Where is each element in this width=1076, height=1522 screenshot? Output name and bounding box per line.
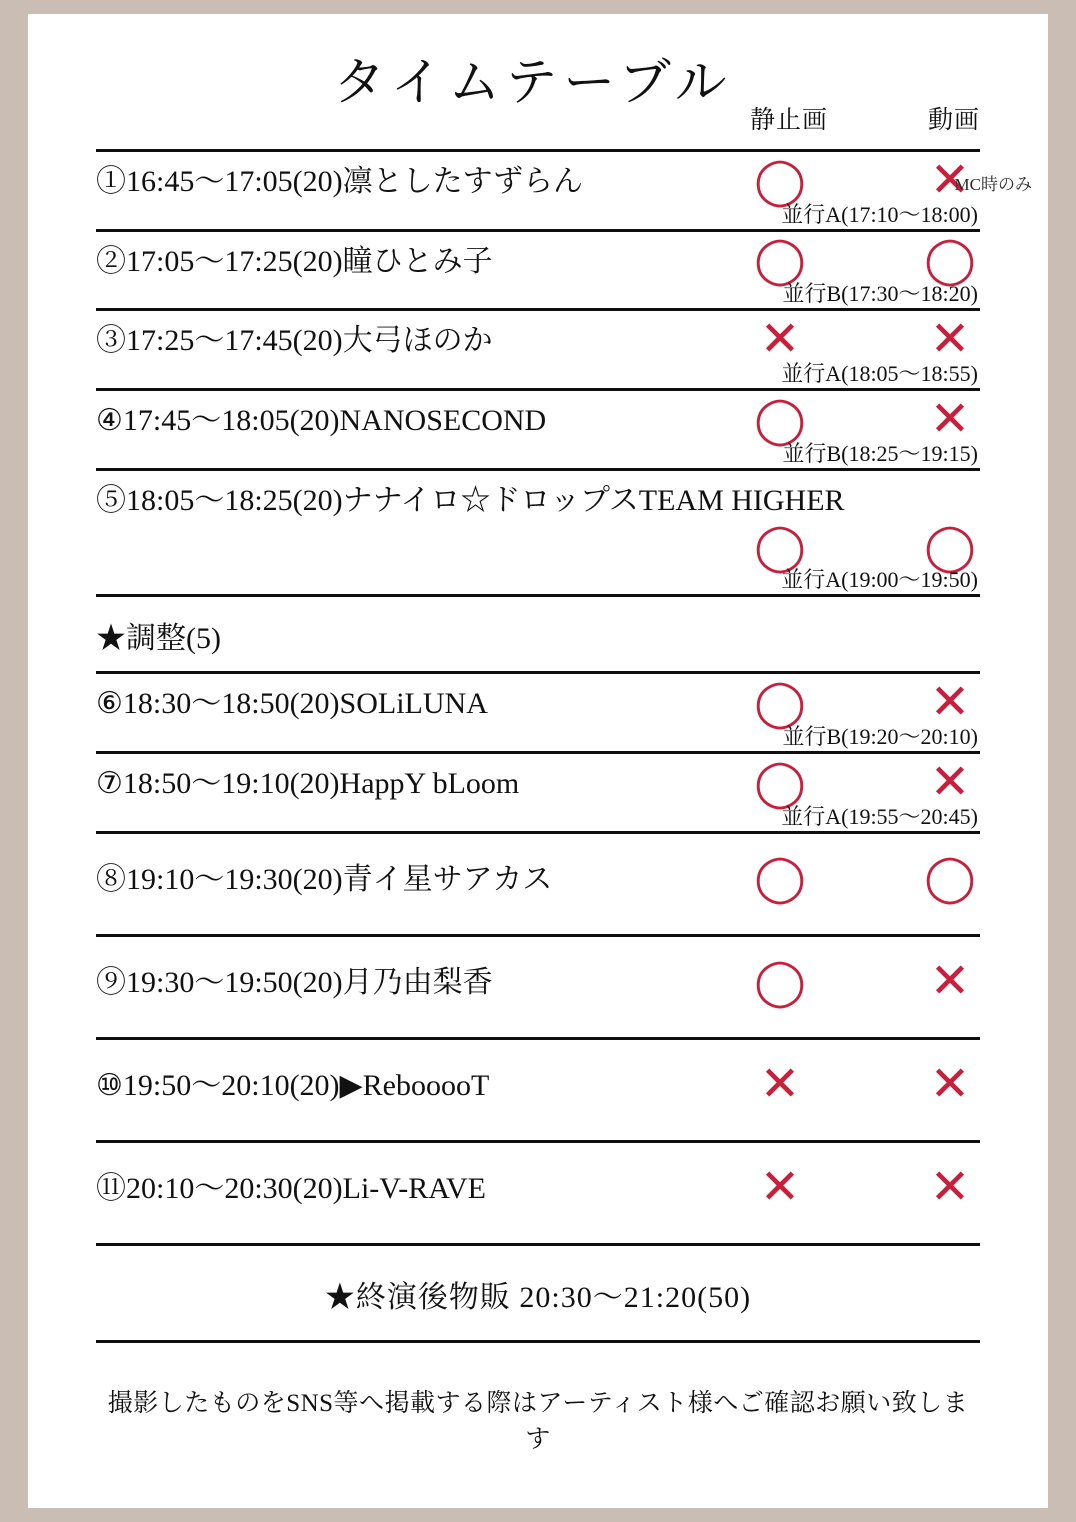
slot-label: ②17:05〜17:25(20)瞳ひとみ子 xyxy=(96,245,493,278)
video-mark: ✕ xyxy=(929,953,971,1009)
still-image-mark: ◯ xyxy=(754,850,806,904)
video-mark: ◯ xyxy=(924,519,976,573)
permission-marks xyxy=(750,937,980,1009)
still-image-mark: ◯ xyxy=(754,954,806,1008)
table-row xyxy=(96,1143,980,1243)
table-row xyxy=(96,1040,980,1140)
parallel-label: 並行B(18:25〜19:15) xyxy=(782,440,978,466)
page-title: タイムテーブル xyxy=(333,53,733,113)
table-row xyxy=(96,937,980,1037)
slot-label: ⑪20:10〜20:30(20)Li-V-RAVE xyxy=(96,1172,486,1205)
parallel-label: 並行B(17:30〜18:20) xyxy=(782,280,978,306)
table-row xyxy=(96,311,980,388)
parallel-label: 並行A(19:00〜19:50) xyxy=(781,567,978,592)
timetable xyxy=(96,149,1032,1455)
footer-note: 撮影したものをSNS等へ掲載する際はアーティスト様へご確認お願い致します xyxy=(107,1390,969,1453)
still-image-mark: ◯ xyxy=(754,675,806,729)
table-row xyxy=(96,152,1032,229)
flyer-page xyxy=(28,14,1048,1508)
permission-marks xyxy=(750,232,980,286)
video-mark: ✕ xyxy=(929,390,971,447)
slot-label: ⑧19:10〜19:30(20)青イ星サアカス xyxy=(96,863,553,896)
parallel-label: 並行A(19:55〜20:45) xyxy=(781,804,978,829)
parallel-label: 並行A(18:05〜18:55) xyxy=(781,360,978,386)
permission-marks xyxy=(750,674,980,730)
video-mark: ✕ xyxy=(929,1159,971,1215)
slot-label: ④17:45〜18:05(20)NANOSECOND xyxy=(96,403,547,437)
permission-marks xyxy=(750,390,980,447)
table-row xyxy=(96,674,980,751)
table-row xyxy=(96,471,980,595)
table-row xyxy=(96,232,980,308)
permission-marks xyxy=(750,754,980,810)
column-headers xyxy=(750,100,980,136)
still-image-mark: ◯ xyxy=(754,755,806,809)
table-row xyxy=(96,754,980,831)
still-image-mark: ✕ xyxy=(759,310,801,367)
slot-label: ⑨19:30〜19:50(20)月乃由梨香 xyxy=(96,966,493,999)
still-image-mark: ◯ xyxy=(754,232,806,286)
column-header-still-image: 静止画 xyxy=(750,107,829,134)
row-note: MC時のみ xyxy=(954,175,1032,194)
permission-marks xyxy=(750,310,980,367)
slot-label: ⑤18:05〜18:25(20)ナナイロ☆ドロップスTEAM HIGHER xyxy=(96,483,845,517)
adjust-label: ★調整(5) xyxy=(96,622,221,655)
still-image-mark: ◯ xyxy=(754,519,806,573)
permission-marks xyxy=(750,1040,980,1112)
video-mark: ✕ xyxy=(929,754,971,810)
still-image-mark: ◯ xyxy=(754,391,806,446)
still-image-mark: ✕ xyxy=(759,1056,801,1112)
permission-marks xyxy=(750,152,980,208)
slot-label: ①16:45〜17:05(20)凛としたすずらん xyxy=(96,165,583,198)
video-mark: ◯ xyxy=(924,850,976,904)
slot-label: ③17:25〜17:45(20)大弓ほのか xyxy=(96,323,493,357)
flyer-content xyxy=(28,14,1048,1508)
slot-label: ⑦18:50〜19:10(20)HappY bLoom xyxy=(96,767,520,800)
column-header-video: 動画 xyxy=(927,107,980,134)
permission-marks xyxy=(750,834,980,904)
table-row xyxy=(96,834,980,934)
video-mark: ✕ xyxy=(929,310,971,367)
closing-merch-label: ★終演後物販 20:30〜21:20(50) xyxy=(324,1281,752,1314)
table-row xyxy=(96,391,980,468)
video-mark: ✕ xyxy=(929,674,971,730)
parallel-label: 並行A(17:10〜18:00) xyxy=(781,202,978,227)
still-image-mark: ✕ xyxy=(759,1159,801,1215)
video-mark: ◯ xyxy=(924,232,976,286)
parallel-label: 並行B(19:20〜20:10) xyxy=(782,724,978,749)
permission-marks xyxy=(750,1143,980,1215)
slot-label: ⑥18:30〜18:50(20)SOLiLUNA xyxy=(96,687,488,720)
video-mark: ✕ xyxy=(929,152,971,208)
slot-label: ⑩19:50〜20:10(20)▶RebooooT xyxy=(96,1069,490,1102)
video-mark: ✕ xyxy=(929,1056,971,1112)
still-image-mark: ◯ xyxy=(754,153,806,207)
